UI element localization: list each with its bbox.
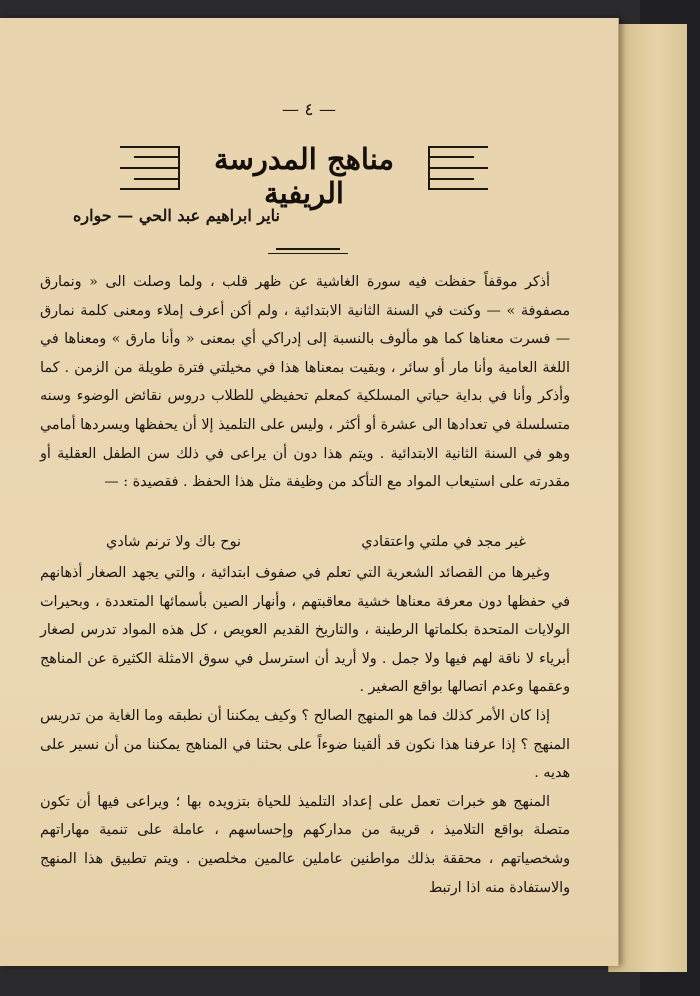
article-title: مناهج المدرسة الريفية <box>214 142 394 210</box>
verse-second-hemistich: نوح باك ولا ترنم شادي <box>106 534 242 550</box>
right-ornament-icon <box>428 142 490 190</box>
paragraph: وغيرها من القصائد الشعرية التي تعلم في صفوف ابتدائية ، والتي يجهد الصغار أذهانهم في حفظها دون معرفة معناها خشية معاقبتهم ، وأنهار الصين بأسمائها المتعددة ، وبحيرات الولايات المتحدة بكلماتها الرطينة ، والتاريخ القديم العويص ، كل هذه المواد تدرس لصغار أبرياء لا ناقة لهم فيها ولا جمل . ولا أريد أن استرسل في سوق الامثلة الكثيرة عن المناهج وعقمها وعدم اتصالها بواقع الصغير . <box>40 565 570 696</box>
book-page <box>0 18 619 966</box>
underlying-page-edge <box>608 24 687 972</box>
author-byline: ناير ابراهيم عبد الحي — حواره <box>72 206 280 225</box>
paragraph: إذا كان الأمر كذلك فما هو المنهج الصالح ؟ وكيف يمكننا أن نطبقه وما الغاية من تدريس المنهج ؟ إذا عرفنا هذا نكون قد ألقينا ضوءاً على بحثنا في المناهج يمكننا من أن نسير على هديه . <box>40 707 570 782</box>
divider-rule <box>268 253 348 254</box>
divider-rule <box>276 248 340 250</box>
verse-first-hemistich: غير مجد في ملتي واعتقادي <box>361 534 526 550</box>
paragraph: المنهج هو خبرات تعمل على إعداد التلميذ للحياة بتزويده بها ؛ ويراعى فيها أن تكون متصلة بواقع التلاميذ ، قريبة من مداركهم وإحساسهم ، عاملة على تنمية مهاراتهم وشخصياتهم ، محققة بذلك مواطنين عاملين عالمين مخلصين . ويتم تطبيق هذا المنهج والاستفادة منه اذا ارتبط <box>40 793 570 896</box>
article-body-top <box>40 268 570 497</box>
article-body-bottom <box>40 559 570 902</box>
paragraph: أذكر موقفاً حفظت فيه سورة الغاشية عن ظهر قلب ، ولما وصلت الى « ونمارق مصفوفة » — وكنت في السنة الثانية الابتدائية ، ولم أكن أعرف إملاء ومعنى كلمة نمارق — فسرت معناها كما هو مألوف بالنسبة إلى إدراكي أي بمعنى « وأنا مارق » ومعناها في اللغة العامية وأنا مار أو سائر ، وبقيت بمعناها هذا في مخيلتي فترة طويلة من الزمن . كما وأذكر وأنا في بداية حياتي المسلكية كمعلم تحفيظي للطلاب دروس نقائض الوضوء وسنه متسلسلة في تعدادها الى عشرة أو أكثر ، وليس على التلميذ إلا أن يحفظها ويسردها أمامي وهو في السنة الثانية الابتدائية . ويتم هذا دون أن يراعى في ذلك سن الطفل العقلية أو مقدرته على استيعاب المواد مع التأكد من وظيفة مثل هذا الحفظ . فقصيدة : — <box>40 274 570 491</box>
left-ornament-icon <box>118 142 180 190</box>
page-number: — ٤ — <box>282 100 336 120</box>
poetry-verse <box>106 528 526 556</box>
title-block <box>118 136 490 210</box>
